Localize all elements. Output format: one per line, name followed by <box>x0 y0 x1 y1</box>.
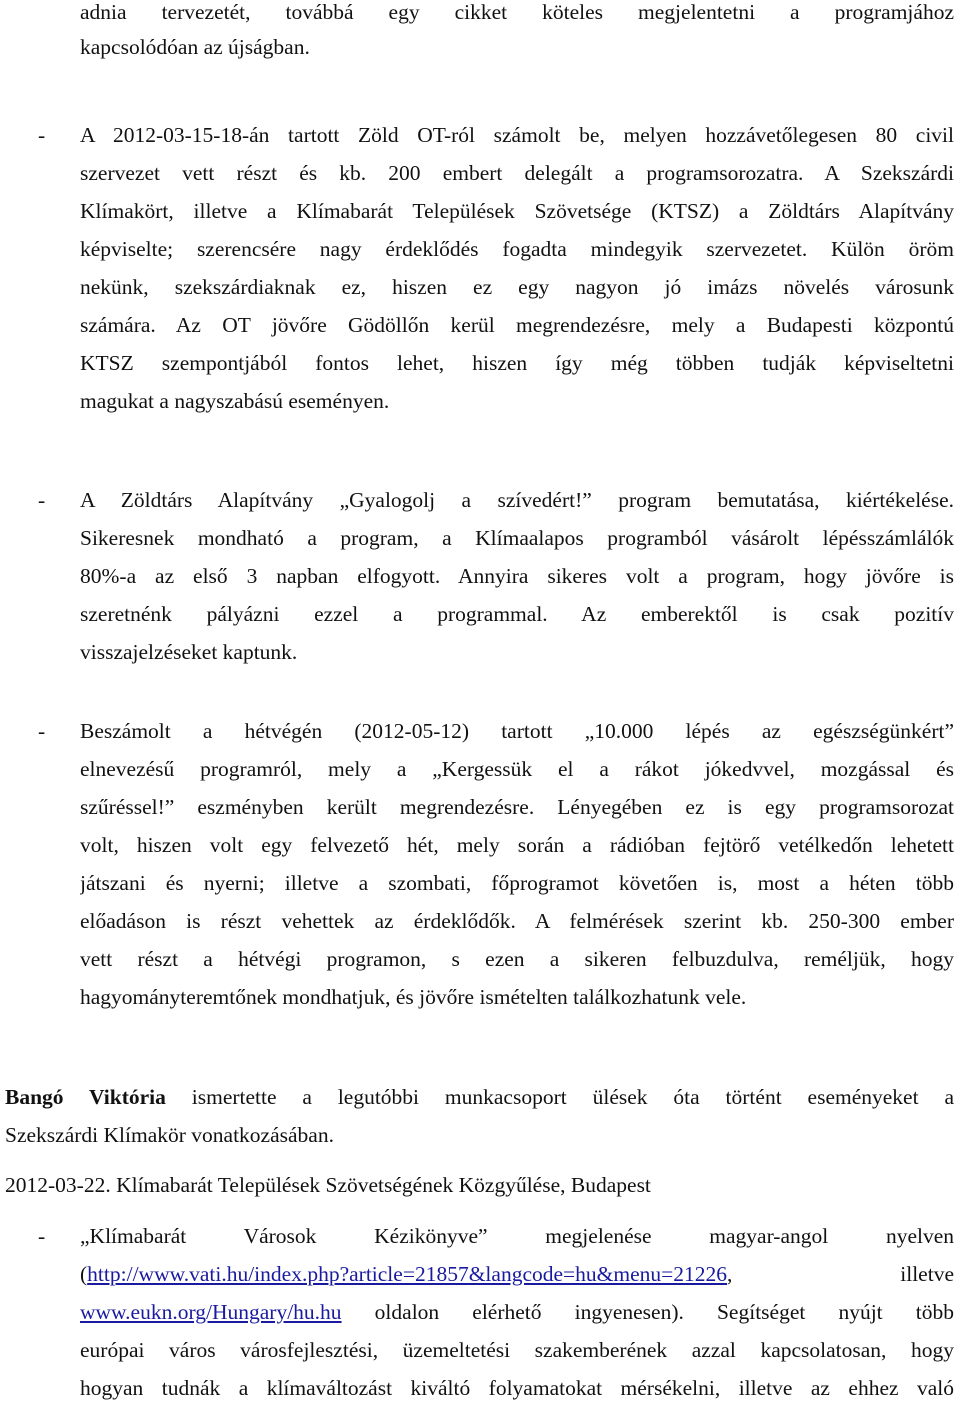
link-trailing-text: oldalon elérhető ingyenesen). Segítséget nyújt több <box>341 1300 954 1324</box>
vati-link[interactable]: http://www.vati.hu/index.php?article=21857&langcode=hu&menu=21226 <box>87 1262 728 1286</box>
paragraph-line: magukat a nagyszabású eseményen. <box>80 389 390 413</box>
paragraph-line: szeretnénk pályázni ezzel a programmal. Az emberektől is csak pozitív <box>80 602 954 626</box>
paragraph-line: képviselte; szerencsére nagy érdeklődés fogadta mindegyik szervezetet. Külön öröm <box>80 237 954 261</box>
speaker-name: Bangó Viktória <box>5 1085 166 1109</box>
paragraph-line: hagyományteremtőnek mondhatjuk, és jövőre ismételten találkozhatunk vele. <box>80 985 747 1009</box>
paragraph-line: szervezet vett részt és kb. 200 embert delegált a programsorozatra. A Szekszárdi <box>80 161 954 185</box>
paragraph-line: KTSZ szempontjából fontos lehet, hiszen így még többen tudják képviseltetni <box>80 351 954 375</box>
paragraph-line: Beszámolt a hétvégén (2012-05-12) tartott „10.000 lépés az egészségünkért” <box>80 719 954 743</box>
paragraph-line: előadáson is részt vehettek az érdeklődők. A felmérések szerint kb. 250-300 ember <box>80 909 954 933</box>
paragraph-line <box>80 1298 954 1326</box>
link-trailing-text: , illetve <box>727 1262 954 1286</box>
paragraph-line: 80%-a az első 3 napban elfogyott. Annyira sikeres volt a program, hogy jövőre is <box>80 564 954 588</box>
paragraph-line: adnia tervezetét, továbbá egy cikket köteles megjelentetni a programjához <box>80 0 954 24</box>
paragraph-line: elnevezésű programról, mely a „Kergessük el a rákot jókedvvel, mozgással és <box>80 757 954 781</box>
paragraph-line: A Zöldtárs Alapítvány „Gyalogolj a szívedért!” program bemutatása, kiértékelése. <box>80 488 954 512</box>
paragraph-line: vett részt a hétvégi programon, s ezen a sikeren felbuzdulva, reméljük, hogy <box>80 947 954 971</box>
list-bullet: - <box>38 1224 46 1248</box>
paragraph-line: volt, hiszen volt egy felvezető hét, mely során a rádióban fejtörő vetélkedőn lehetett <box>80 833 954 857</box>
event-heading: 2012-03-22. Klímabarát Települések Szövetségének Közgyűlése, Budapest <box>5 1173 651 1197</box>
paragraph-line: számára. Az OT jövőre Gödöllőn kerül megrendezésre, mely a Budapesti központú <box>80 313 954 337</box>
paragraph-line: Sikeresnek mondható a program, a Klímaalapos programból vásárolt lépésszámlálók <box>80 526 954 550</box>
paragraph-line: Szekszárdi Klímakör vonatkozásában. <box>5 1123 334 1147</box>
paragraph-line: játszani és nyerni; illetve a szombati, főprogramot követően is, most a héten több <box>80 871 954 895</box>
paragraph-line: nekünk, szekszárdiaknak ez, hiszen ez egy nagyon jó imázs növelés városunk <box>80 275 954 299</box>
paragraph-line: hogyan tudnák a klímaváltozást kiváltó folyamatokat mérsékelni, illetve az ehhez való <box>80 1376 954 1400</box>
paragraph-line: szűréssel!” eszményben került megrendezésre. Lényegében ez is egy programsorozat <box>80 795 954 819</box>
speaker-line <box>5 1083 954 1111</box>
paragraph-line: „Klímabarát Városok Kézikönyve” megjelenése magyar-angol nyelven <box>80 1224 954 1248</box>
paren: ( <box>80 1262 88 1286</box>
eukn-link[interactable]: www.eukn.org/Hungary/hu.hu <box>80 1300 342 1324</box>
list-bullet: - <box>38 719 46 743</box>
paragraph-line: európai város városfejlesztési, üzemeltetési szakemberének azzal kapcsolatosan, hogy <box>80 1338 954 1362</box>
paragraph-line: Klímakört, illetve a Klímabarát Települések Szövetsége (KTSZ) a Zöldtárs Alapítvány <box>80 199 954 223</box>
speaker-text: ismertette a legutóbbi munkacsoport ülések óta történt eseményeket a <box>165 1085 954 1109</box>
paragraph-line <box>80 1260 954 1288</box>
list-bullet: - <box>38 488 46 512</box>
paragraph-line: kapcsolódóan az újságban. <box>80 35 310 59</box>
paragraph-line: A 2012-03-15-18-án tartott Zöld OT-ról számolt be, melyen hozzávetőlegesen 80 civil <box>80 123 954 147</box>
paragraph-line: visszajelzéseket kaptunk. <box>80 640 298 664</box>
list-bullet: - <box>38 123 46 147</box>
